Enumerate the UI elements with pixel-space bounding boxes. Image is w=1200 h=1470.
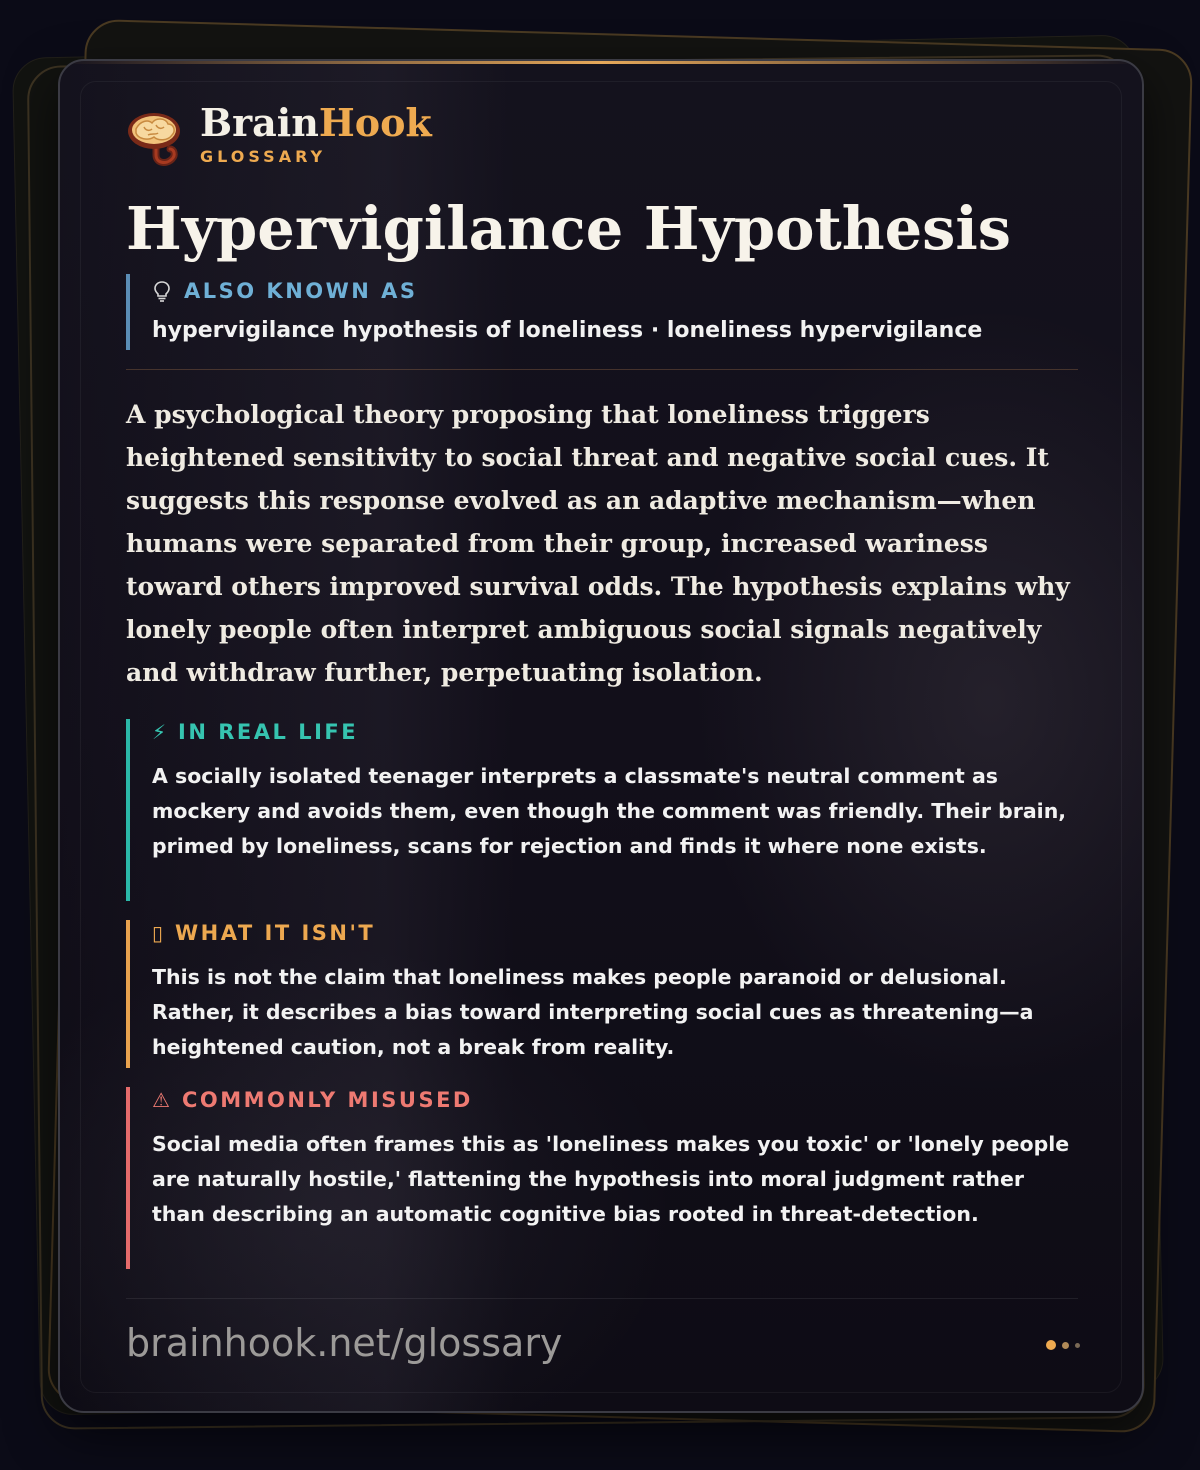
also-known-as-text: hypervigilance hypothesis of loneliness · loneliness hypervigilance [152, 318, 983, 343]
real-life-label: IN REAL LIFE [178, 720, 359, 744]
section-divider [126, 369, 1078, 370]
what-it-isnt-heading [152, 920, 1078, 946]
pagination-dot [1075, 1343, 1080, 1348]
brand-name-accent: Hook [318, 99, 432, 145]
brain-hook-icon [126, 109, 186, 169]
real-life-heading [152, 719, 1078, 745]
term-title: Hypervigilance Hypothesis [126, 194, 1011, 263]
also-known-as-box [126, 274, 1066, 350]
warning-icon: ⚠ [152, 1088, 170, 1112]
what-it-isnt-label: WHAT IT ISN'T [175, 921, 376, 945]
no-entry-icon: ▯ [152, 921, 164, 945]
brand-name [200, 99, 432, 145]
footer-url[interactable]: brainhook.net/glossary [126, 1321, 563, 1365]
pagination-dot [1062, 1342, 1069, 1349]
real-life-box [126, 719, 1078, 901]
pagination-dots [1040, 1340, 1080, 1350]
footer-divider [126, 1298, 1078, 1299]
commonly-misused-label: COMMONLY MISUSED [181, 1088, 473, 1112]
real-life-text: A socially isolated teenager interprets a classmate's neutral comment as mockery and avoids them, even though the comment was friendly. Their brain, primed by loneliness, scans for rejection and finds it where none exists. [152, 764, 1067, 858]
pagination-dot-active [1046, 1340, 1056, 1350]
brand-subtitle: GLOSSARY [200, 146, 327, 166]
also-known-as-heading [152, 278, 1066, 304]
commonly-misused-box [126, 1087, 1078, 1269]
definition-text: A psychological theory proposing that loneliness triggers heightened sensitivity to social threat and negative social cues. It suggests this response evolved as an adaptive mechanism—when humans were separated from their group, increased wariness toward others improved survival odds. The hypothesis explains why lonely people often interpret ambiguous social signals negatively and withdraw further, perpetuating isolation. [126, 400, 1070, 687]
brand-header [126, 99, 432, 171]
lightning-icon: ⚡ [152, 720, 167, 744]
what-it-isnt-text: This is not the claim that loneliness makes people paranoid or delusional. Rather, it describes a bias toward interpreting social cues as threatening—a heightened caution, not a break from reality. [152, 965, 1034, 1059]
commonly-misused-heading [152, 1087, 1078, 1113]
commonly-misused-text: Social media often frames this as 'loneliness makes you toxic' or 'lonely people are naturally hostile,' flattening the hypothesis into moral judgment rather than describing an automatic cognitive bias rooted in threat-detection. [152, 1132, 1070, 1226]
what-it-isnt-box [126, 920, 1078, 1068]
brand-name-primary: Brain [200, 99, 319, 145]
also-known-as-label: ALSO KNOWN AS [184, 279, 418, 303]
lightbulb-icon [152, 280, 172, 302]
glossary-card [58, 59, 1144, 1413]
